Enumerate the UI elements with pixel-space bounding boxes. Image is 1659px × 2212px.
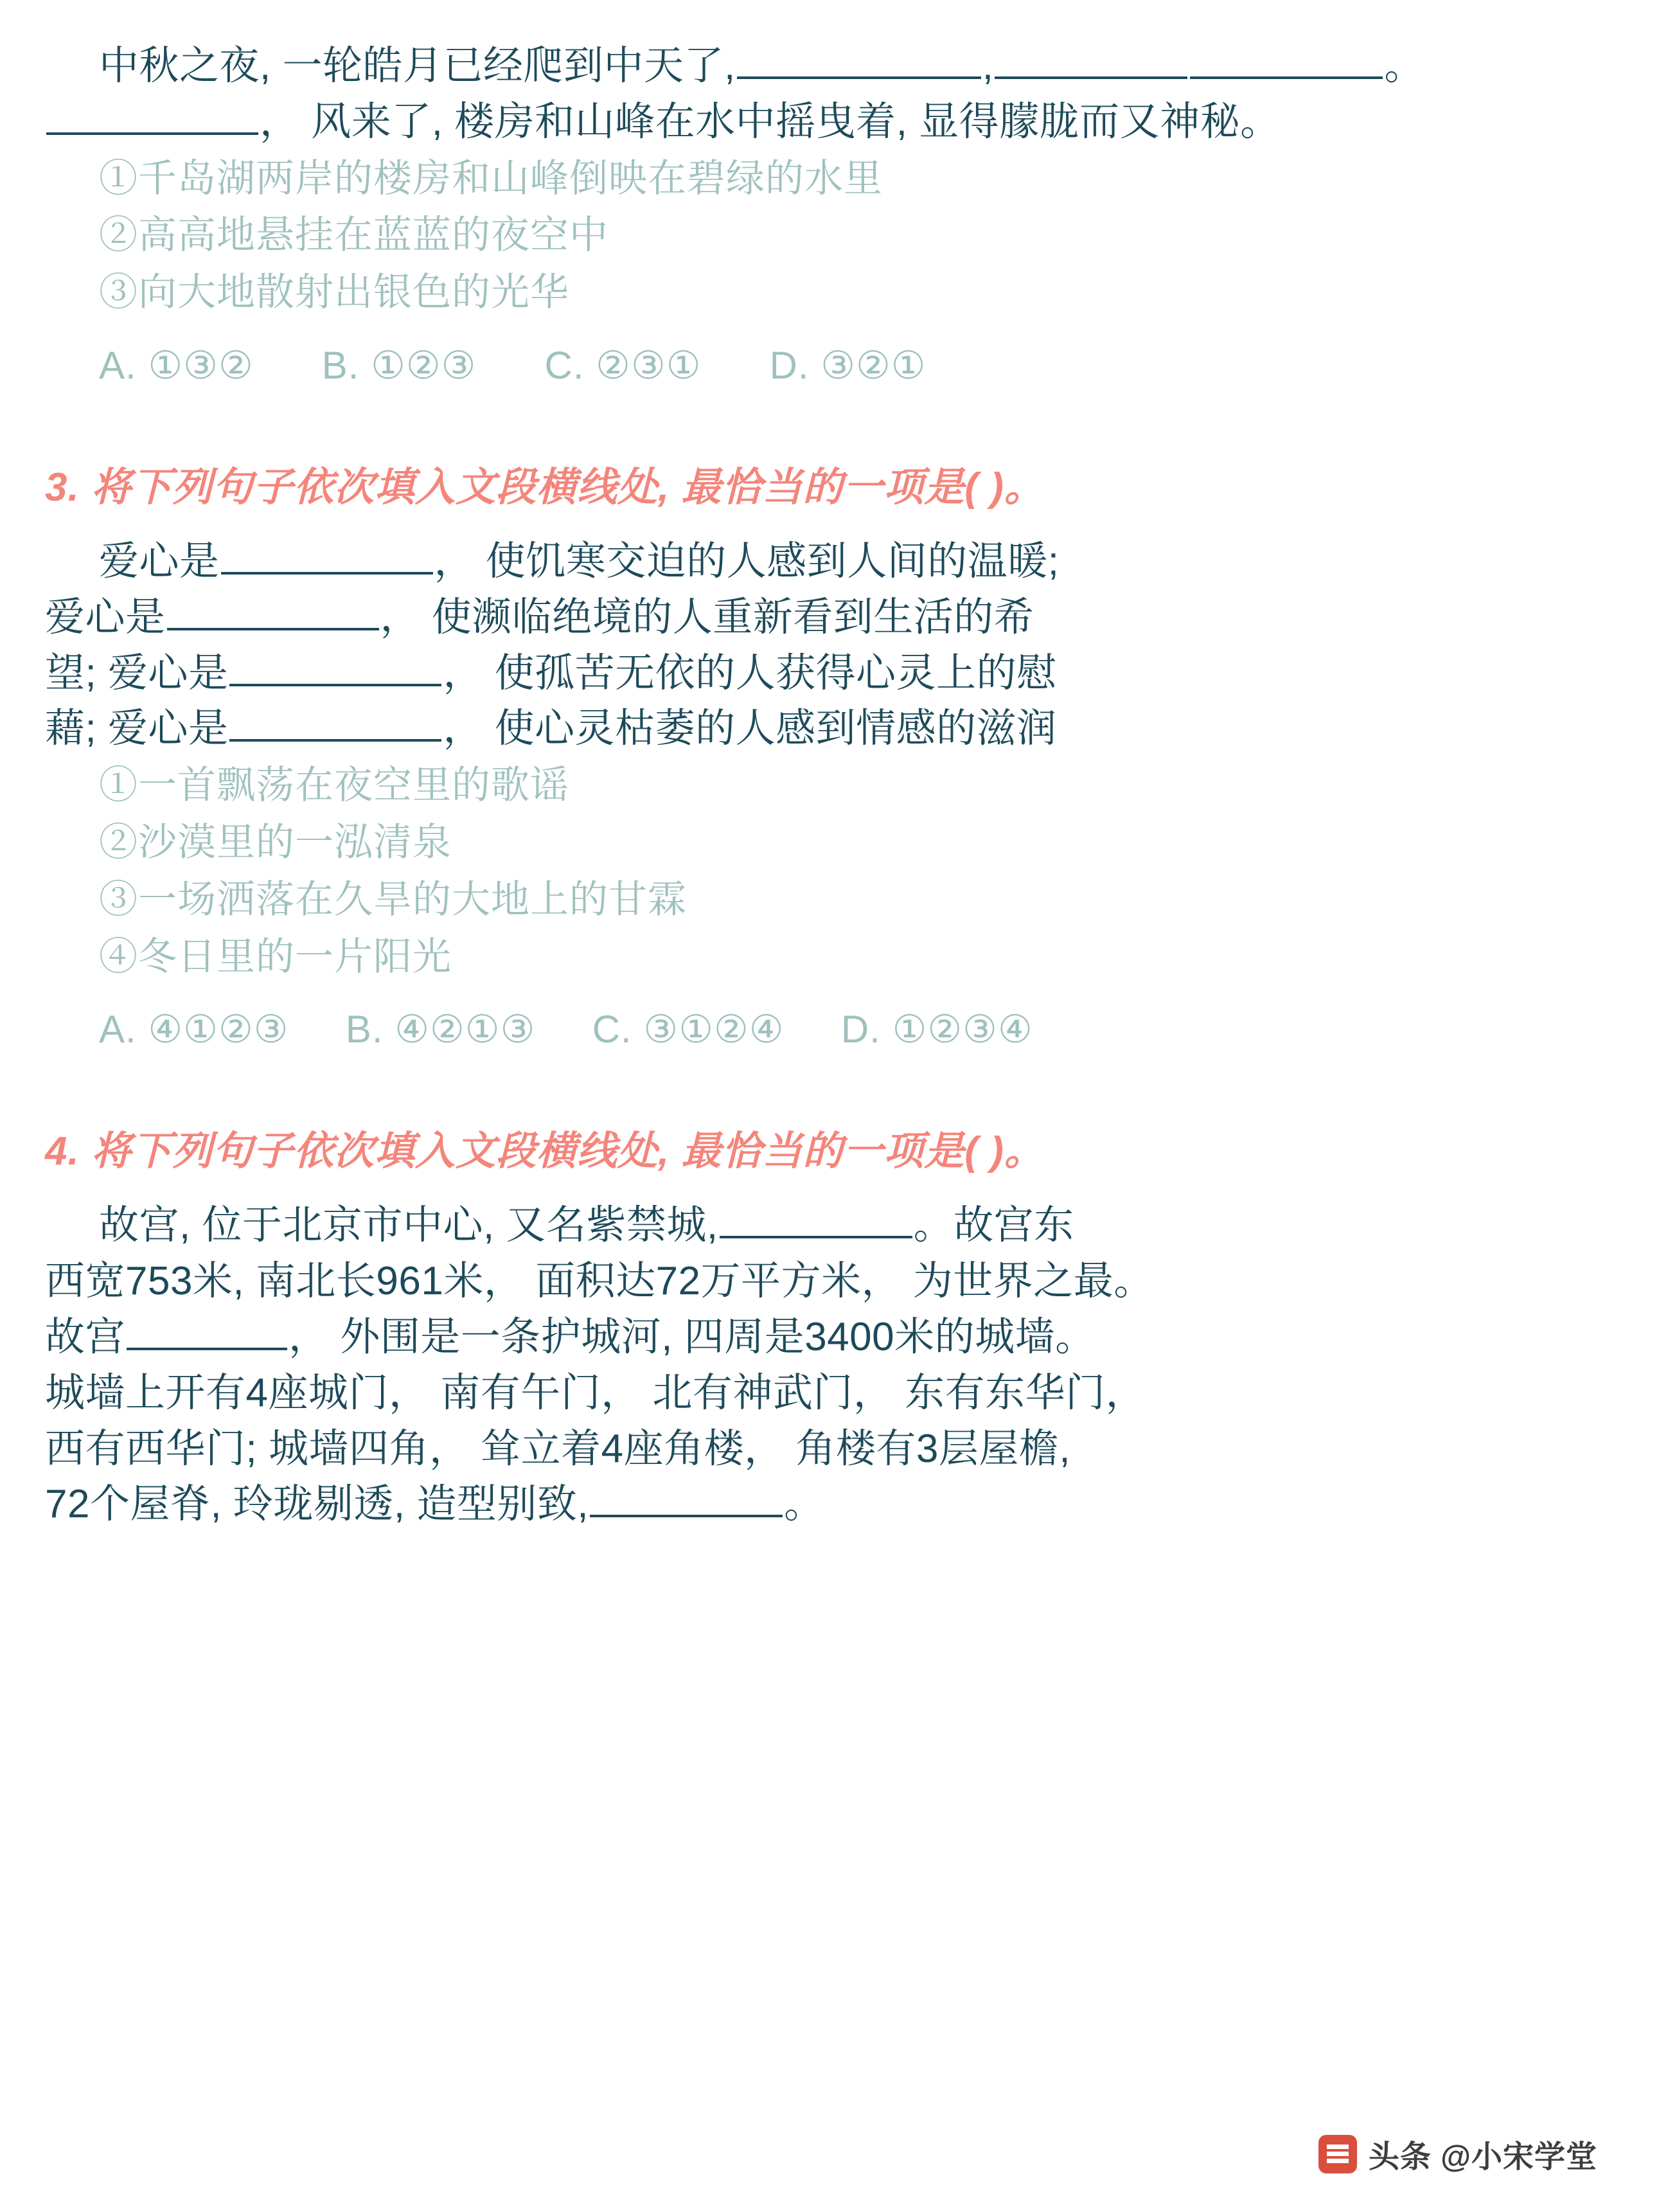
watermark xyxy=(1318,2132,1597,2176)
spacer xyxy=(45,388,1614,455)
spacer xyxy=(45,512,1614,534)
question-4-passage xyxy=(45,1198,1614,1533)
passage-text-7: 西有西华门; 城墙四角， 耸立着4座角楼， 角楼有3层屋檐, xyxy=(45,1426,1071,1471)
question-3-answer-choices[interactable]: A. ④①②③ B. ④②①③ C. ③①②④ D. ①②③④ xyxy=(99,1008,1033,1051)
passage-text-2: ， 使饥寒交迫的人感到人间的温暖; xyxy=(434,539,1060,584)
spacer xyxy=(45,1052,1614,1119)
question-2-option-2: ②高高地悬挂在蓝蓝的夜空中 xyxy=(99,213,608,257)
toutiao-logo-icon xyxy=(1318,2135,1357,2173)
question-2-answer-choices[interactable]: A. ①③② B. ①②③ C. ②③① D. ③②① xyxy=(99,343,927,387)
question-4-block xyxy=(45,1119,1614,1533)
question-3-title xyxy=(45,455,1614,512)
question-3-passage xyxy=(45,534,1614,757)
passage-text-3: 西宽753米, 南北长961米， 面积达72万平方米， 为世界之最。 xyxy=(45,1259,1154,1304)
watermark-label: 头条 @小宋学堂 xyxy=(1368,2140,1597,2174)
passage-text-5: 望; 爱心是 xyxy=(45,650,229,695)
question-3-option-4: ④冬日里的一片阳光 xyxy=(99,934,452,978)
fill-blank[interactable] xyxy=(720,1199,912,1238)
question-3-number: 3. xyxy=(45,465,80,510)
passage-text-5: , 显得朦胧而又神秘。 xyxy=(896,99,1281,144)
fill-blank[interactable] xyxy=(46,95,258,135)
passage-text-5: ， 外围是一条护城河, 四周是3400米的城墙。 xyxy=(288,1314,1096,1359)
question-2-option-1: ①千岛湖两岸的楼房和山峰倒映在碧绿的水里 xyxy=(99,156,883,200)
question-2-passage xyxy=(45,39,1614,150)
passage-text-6: 城墙上开有4座城门， 南有午门， 北有神武门， 东有东华门， xyxy=(45,1370,1146,1415)
fill-blank[interactable] xyxy=(229,647,441,686)
fill-blank[interactable] xyxy=(737,39,981,79)
fill-blank[interactable] xyxy=(127,1310,287,1350)
fill-blank[interactable] xyxy=(1190,39,1383,79)
passage-text-1: 爱心是 xyxy=(99,539,220,584)
passage-text-4: ， 使濒临绝境的人重新看到生活的希 xyxy=(380,594,1034,639)
question-3-option-3: ③一场洒落在久旱的大地上的甘霖 xyxy=(99,877,687,921)
passage-text-8: ， 使心灵枯萎的人感到情感的滋润 xyxy=(443,706,1057,751)
spacer xyxy=(45,1176,1614,1198)
fill-blank[interactable] xyxy=(229,702,441,742)
passage-text-3: 爱心是 xyxy=(45,594,166,639)
fill-blank[interactable] xyxy=(590,1477,783,1517)
spacer xyxy=(45,321,1614,343)
question-4-title xyxy=(45,1119,1614,1176)
passage-text-6: ， 使孤苦无依的人获得心灵上的慰 xyxy=(443,650,1057,695)
passage-text-4: ， 风来了, 楼房和山峰在水中摇曳着 xyxy=(260,99,896,144)
question-3-option-2: ②沙漠里的一泓清泉 xyxy=(99,820,452,864)
passage-text-7: 藉; 爱心是 xyxy=(45,706,229,751)
passage-text-4: 故宫 xyxy=(45,1314,126,1359)
question-2-option-3: ③向大地散射出银色的光华 xyxy=(99,271,569,314)
question-3-title-text: 将下列句子依次填入文段横线处, 最恰当的一项是( )。 xyxy=(91,465,1045,510)
passage-text-2: , xyxy=(982,44,994,88)
fill-blank[interactable] xyxy=(995,39,1187,79)
question-3-option-1: ①一首飘荡在夜空里的歌谣 xyxy=(99,763,569,807)
question-4-number: 4. xyxy=(45,1129,80,1174)
fill-blank[interactable] xyxy=(167,591,379,630)
passage-text-2: 。故宫东 xyxy=(913,1203,1074,1248)
passage-text-9: 。 xyxy=(784,1482,824,1527)
spacer xyxy=(45,985,1614,1007)
question-3-block xyxy=(45,455,1614,1052)
passage-text-8: 72个屋脊, 玲珑剔透, 造型别致, xyxy=(45,1482,589,1527)
question-4-title-text: 将下列句子依次填入文段横线处, 最恰当的一项是( )。 xyxy=(91,1129,1045,1174)
passage-text-1: 故宫, 位于北京市中心, 又名紫禁城, xyxy=(99,1203,718,1248)
passage-text-1: 中秋之夜, 一轮皓月已经爬到中天了, xyxy=(99,44,736,88)
passage-text-3: 。 xyxy=(1384,44,1424,88)
fill-blank[interactable] xyxy=(221,535,433,575)
question-2-block xyxy=(45,39,1614,388)
